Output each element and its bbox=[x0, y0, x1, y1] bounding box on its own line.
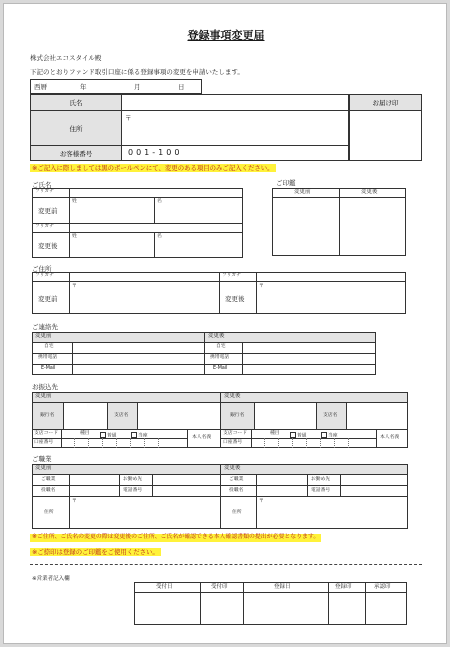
branch-code-after: 支店コード bbox=[223, 431, 247, 436]
account-no-after: 口座番号 bbox=[223, 440, 243, 445]
job-section-heading: ご職業 bbox=[32, 455, 52, 463]
contact-email-after: E-Mail bbox=[213, 366, 228, 371]
position-before: 役職名 bbox=[41, 488, 56, 493]
form-sheet bbox=[3, 3, 447, 644]
bank-name-before: 銀行名 bbox=[40, 413, 55, 418]
branch-code-before: 支店コード bbox=[34, 431, 58, 436]
office-header-received-date: 受付日 bbox=[156, 584, 173, 590]
address-after-postal: 〒 bbox=[259, 284, 264, 289]
seal-box[interactable] bbox=[349, 110, 422, 161]
address-before-label: 変更前 bbox=[38, 295, 58, 303]
address-furigana-before: フリガナ bbox=[35, 273, 54, 278]
sei-before: 姓 bbox=[72, 199, 77, 204]
contact-after-label: 変更後 bbox=[208, 333, 225, 339]
contact-before-label: 変更前 bbox=[35, 333, 52, 339]
job-postal-before: 〒 bbox=[72, 499, 77, 504]
address-after-label: 変更後 bbox=[225, 295, 245, 303]
contact-email-before: E-Mail bbox=[41, 366, 56, 371]
seal-after-label: 変更後 bbox=[361, 189, 378, 195]
mei-before: 名 bbox=[157, 199, 162, 204]
job-address-after: 住所 bbox=[232, 510, 242, 515]
date-month: 月 bbox=[134, 83, 141, 91]
holder-before: 本人名義 bbox=[192, 435, 212, 440]
account-type-before: 種目 bbox=[80, 431, 90, 436]
contact-section-heading: ご連絡先 bbox=[32, 323, 58, 331]
date-field[interactable] bbox=[30, 79, 202, 94]
date-year: 年 bbox=[80, 83, 87, 91]
phone-after: 電話番号 bbox=[311, 488, 331, 493]
office-header-registered-seal: 登録印 bbox=[335, 584, 352, 590]
customer-no-label-cell: お客様番号 bbox=[30, 145, 122, 161]
job-address-before: 住所 bbox=[44, 510, 54, 515]
address-label-cell: 住所 bbox=[30, 110, 122, 146]
notice-black-pen: ※ご記入に際しましては黒のボールペンにて、変更のある項目のみご記入ください。 bbox=[32, 164, 274, 172]
contact-mobile-before: 携帯電話 bbox=[38, 355, 58, 360]
date-day: 日 bbox=[178, 83, 185, 91]
address-section-heading: ご住所 bbox=[32, 265, 52, 273]
occupation-after: ご職業 bbox=[229, 477, 244, 482]
company-name: 株式会社エコスタイル殿 bbox=[30, 54, 102, 62]
seal-before-label: 変更前 bbox=[294, 189, 311, 195]
seal-section-heading: ご印鑑 bbox=[276, 179, 296, 187]
name-before-label: 変更前 bbox=[38, 207, 58, 215]
contact-mobile-after: 携帯電話 bbox=[210, 355, 230, 360]
date-era: 西暦 bbox=[34, 83, 47, 91]
office-header-approval-seal: 承認印 bbox=[374, 584, 391, 590]
employer-before: お勤め先 bbox=[123, 477, 143, 482]
occupation-before: ご職業 bbox=[41, 477, 56, 482]
notice-seal-usage: ※ご捺印は登録のご印鑑をご使用ください。 bbox=[32, 548, 159, 556]
address-field[interactable] bbox=[121, 110, 349, 146]
address-before-postal: 〒 bbox=[72, 284, 77, 289]
bank-name-after: 銀行名 bbox=[230, 413, 245, 418]
office-use-label: ※営業者記入欄 bbox=[32, 576, 70, 582]
intro-text: 下記のとおりファンド取引口座に係る登録事項の変更を申請いたします。 bbox=[30, 68, 244, 76]
current-after: 当座 bbox=[321, 432, 338, 439]
office-header-registered-date: 登録日 bbox=[274, 584, 291, 590]
customer-no-value: 001-100 bbox=[128, 148, 183, 157]
name-after-label: 変更後 bbox=[38, 242, 58, 250]
office-header-received-seal: 受付印 bbox=[211, 584, 228, 590]
position-after: 役職名 bbox=[229, 488, 244, 493]
form-title: 登録事項変更届 bbox=[187, 29, 265, 42]
ordinary-before: 普通 bbox=[100, 432, 117, 439]
seal-label-cell: お届け印 bbox=[349, 94, 422, 111]
branch-name-before: 支店名 bbox=[114, 413, 129, 418]
holder-after: 本人名義 bbox=[380, 435, 400, 440]
bank-before-label: 変更前 bbox=[35, 393, 52, 399]
notice-id-documents: ※ご住所、ご氏名の変更の際は変更後のご住所、ご氏名が確認できる本人確認書類の提出が必要となります。 bbox=[32, 534, 320, 540]
address-furigana-after: フリガナ bbox=[222, 273, 241, 278]
job-postal-after: 〒 bbox=[259, 499, 264, 504]
employer-after: お勤め先 bbox=[311, 477, 331, 482]
name-field[interactable] bbox=[121, 94, 349, 111]
ordinary-after: 普通 bbox=[290, 432, 307, 439]
mei-after: 名 bbox=[157, 234, 162, 239]
contact-home-before: 自宅 bbox=[44, 344, 54, 349]
phone-before: 電話番号 bbox=[123, 488, 143, 493]
bank-section-heading: お振込先 bbox=[32, 383, 58, 391]
cut-line bbox=[30, 564, 422, 565]
name-section-heading: ご氏名 bbox=[32, 181, 52, 189]
account-type-after: 種目 bbox=[270, 431, 280, 436]
current-before: 当座 bbox=[131, 432, 148, 439]
contact-home-after: 自宅 bbox=[216, 344, 226, 349]
postal-mark: 〒 bbox=[125, 114, 132, 122]
account-no-before: 口座番号 bbox=[34, 440, 54, 445]
sei-after: 姓 bbox=[72, 234, 77, 239]
job-after-label: 変更後 bbox=[224, 465, 241, 471]
job-before-label: 変更前 bbox=[35, 465, 52, 471]
branch-name-after: 支店名 bbox=[323, 413, 338, 418]
name-furigana-before-label: フリガナ bbox=[35, 189, 54, 194]
name-label-cell: 氏名 bbox=[30, 94, 122, 111]
bank-after-label: 変更後 bbox=[224, 393, 241, 399]
name-furigana-after-label: フリガナ bbox=[35, 224, 54, 229]
office-use-table bbox=[134, 582, 407, 625]
